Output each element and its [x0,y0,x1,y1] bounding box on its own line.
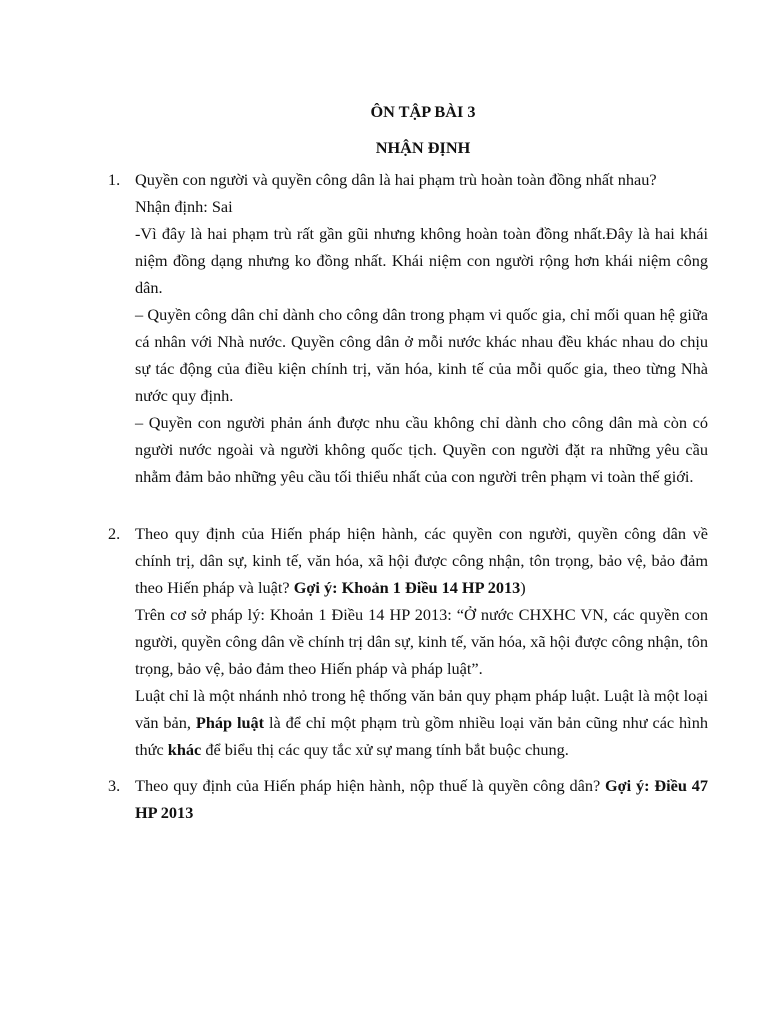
explanation-text: là để chỉ một phạm trù gồm nhiều loại văn bản cũng như các hình thức [135,713,708,759]
legal-basis-paragraph: Trên cơ sở pháp lý: Khoản 1 Điều 14 HP 2013: “Ở nước CHXHC VN, các quyền con người, quyền công dân về chính trị dân sự, kinh tế, văn hóa, xã hội được công nhận, tôn trọng, bảo vệ, bảo đảm theo Hiến pháp và pháp luật”. [135,605,708,678]
item-number: 1. [108,170,121,189]
question-item-2 [108,520,708,763]
document-title: ÔN TẬP BÀI 3 [370,102,476,121]
question-item-3 [108,772,708,826]
explanation-text: để biểu thị các quy tắc xử sự mang tính bắt buộc chung. [201,740,569,759]
question-item-1 [108,166,708,490]
emphasis-khac: khác [167,740,202,759]
hint-close: ) [520,578,526,597]
question-text [135,520,708,601]
question-text [135,772,708,826]
question-list [108,166,708,826]
hint-text: Gợi ý: Khoản 1 Điều 14 HP 2013 [293,578,521,597]
document-subtitle: NHẬN ĐỊNH [375,138,471,157]
reason-paragraph: -Vì đây là hai phạm trù rất gần gũi nhưng không hoàn toàn đồng nhất.Đây là hai khái niệm đồng dạng nhưng ko đồng nhất. Khái niệm con người rộng hơn khái niệm công dân. [135,224,708,297]
question-body: Theo quy định của Hiến pháp hiện hành, các quyền con người, quyền công dân về chính trị, dân sự, kinh tế, văn hóa, xã hội được công nhận, tôn trọng, bảo vệ, bảo đảm theo Hiến pháp và luật? [135,524,708,597]
question-body: Theo quy định của Hiến pháp hiện hành, nộp thuế là quyền công dân? [135,776,601,795]
hint-text: Gợi ý: Điều 47 HP 2013 [135,776,708,822]
explanation-text: Luật chỉ là một nhánh nhỏ trong hệ thống văn bản quy phạm pháp luật. Luật là một loại văn bản, [135,686,708,732]
spacer [108,490,708,520]
emphasis-phap-luat: Pháp luật [195,713,265,732]
reason-paragraph: – Quyền con người phản ánh được nhu cầu không chỉ dành cho công dân mà còn có người nước ngoài và người không quốc tịch. Quyền con người đặt ra những yêu cầu nhằm đảm bảo những yêu cầu tối thiểu nhất của con người trên phạm vi toàn thế giới. [135,413,708,486]
item-number: 2. [108,524,121,543]
spacer [108,763,708,772]
verdict-text: Nhận định: Sai [135,197,233,216]
explanation-paragraph [135,682,708,763]
reason-paragraph: – Quyền công dân chỉ dành cho công dân trong phạm vi quốc gia, chỉ mối quan hệ giữa cá nhân với Nhà nước. Quyền công dân ở mỗi nước khác nhau đều khác nhau do chịu sự tác động của điều kiện chính trị, văn hóa, kinh tế của mỗi quốc gia, theo từng Nhà nước quy định. [135,305,708,405]
item-number: 3. [108,776,121,795]
question-text: Quyền con người và quyền công dân là hai phạm trù hoàn toàn đồng nhất nhau? [135,170,657,189]
